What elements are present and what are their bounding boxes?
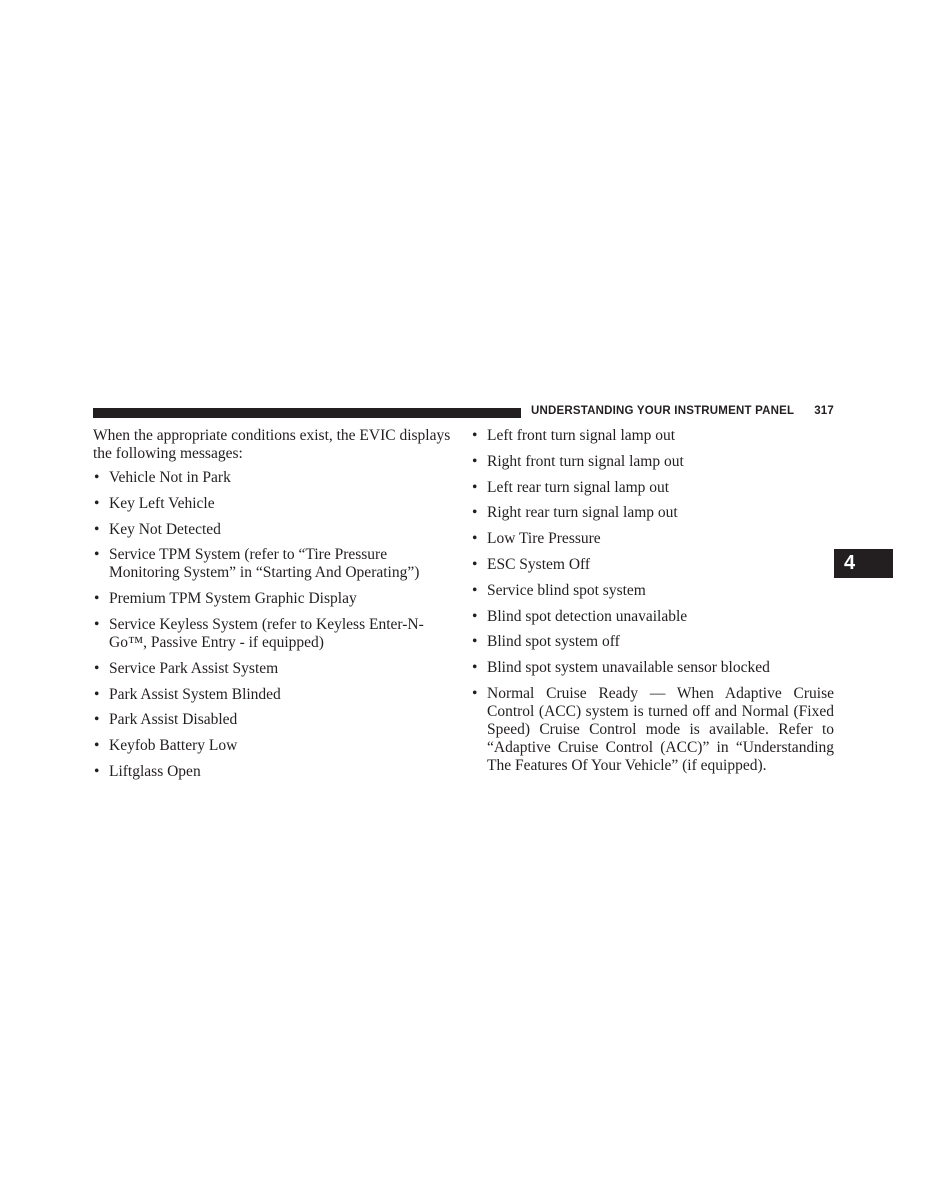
list-item: • Blind spot system unavailable sensor blocked: [471, 659, 834, 677]
left-column: [93, 427, 456, 789]
list-item: • Key Left Vehicle: [93, 495, 456, 513]
list-item: • Service Keyless System (refer to Keyless Enter-N-Go™, Passive Entry - if equipped): [93, 616, 456, 652]
list-item: • Blind spot system off: [471, 633, 834, 651]
message-list-right: [471, 427, 834, 775]
chapter-tab: 4: [834, 549, 893, 578]
list-item: • Key Not Detected: [93, 521, 456, 539]
list-item: • Normal Cruise Ready — When Adaptive Cruise Control (ACC) system is turned off and Normal (Fixed Speed) Cruise Control mode is available. Refer to “Adaptive Cruise Control (ACC)” in “Understanding The Features Of Your Vehicle” (if equipped).: [471, 685, 834, 775]
section-title: UNDERSTANDING YOUR INSTRUMENT PANEL: [531, 405, 795, 417]
page-number: 317: [814, 405, 834, 417]
list-item: • Park Assist System Blinded: [93, 686, 456, 704]
intro-paragraph: When the appropriate conditions exist, the EVIC displays the following messages:: [93, 427, 451, 462]
list-item: • Low Tire Pressure: [471, 530, 834, 548]
list-item: • Liftglass Open: [93, 763, 456, 781]
list-item: • Keyfob Battery Low: [93, 737, 456, 755]
list-item: • Service blind spot system: [471, 582, 834, 600]
message-list-left: [93, 469, 456, 781]
list-item: • Park Assist Disabled: [93, 711, 456, 729]
list-item: • Left front turn signal lamp out: [471, 427, 834, 445]
list-item: • Premium TPM System Graphic Display: [93, 590, 456, 608]
running-header: [531, 405, 834, 417]
list-item: • Vehicle Not in Park: [93, 469, 456, 487]
list-item: • Service Park Assist System: [93, 660, 456, 678]
right-column: [471, 427, 834, 783]
list-item: • Left rear turn signal lamp out: [471, 479, 834, 497]
list-item: • Right rear turn signal lamp out: [471, 504, 834, 522]
list-item: • Right front turn signal lamp out: [471, 453, 834, 471]
list-item: • Blind spot detection unavailable: [471, 608, 834, 626]
list-item: • Service TPM System (refer to “Tire Pressure Monitoring System” in “Starting And Operating”): [93, 546, 456, 582]
list-item: • ESC System Off: [471, 556, 834, 574]
header-rule: [93, 408, 521, 418]
